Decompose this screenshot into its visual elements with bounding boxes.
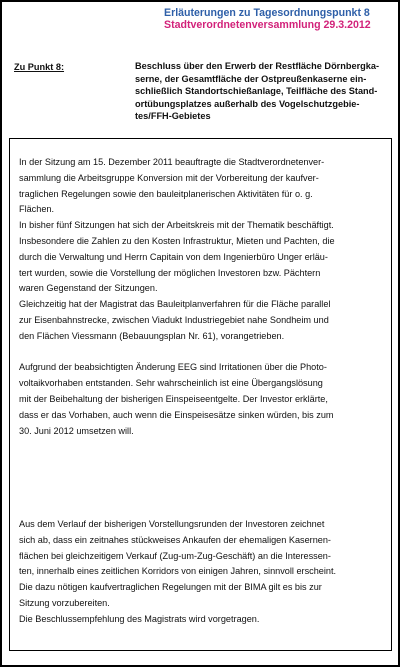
agenda-title-line: tes/FFH-Gebietes <box>135 111 211 122</box>
text-line: In der Sitzung am 15. Dezember 2011 beauftragte die Stadtverordnetenver- <box>19 157 325 167</box>
text-line: ten, innerhalb eines zeitlichen Korridors von einigen Jahren, sinnvoll erscheint. <box>19 566 337 577</box>
text-line: flächen bei gleichzeitigem Verkauf (Zug-um-Zug-Geschäft) an die Interessen- <box>19 550 331 561</box>
text-line: durch die Verwaltung und Herrn Capitain von dem Ingenierbüro Unger erläu- <box>19 251 328 262</box>
text-line: Die dazu nötigen kaufvertraglichen Regelungen mit der BIMA gilt es bis zur <box>19 582 322 593</box>
document-heading <box>164 7 394 31</box>
explanation-text-box <box>9 138 392 651</box>
text-line: dass er das Vorhaben, auch wenn die Einspeisesätze sinken würden, bis zum <box>19 409 334 420</box>
text-line: zur Eisenbahnstrecke, zwischen Viadukt Industriegebiet nahe Sondheim und <box>19 314 329 325</box>
text-line: Aufgrund der beabsichtigten Änderung EEG sind Irritationen über die Photo- <box>19 362 327 373</box>
text-line: In bisher fünf Sitzungen hat sich der Arbeitskreis mit der Thematik beschäftigt. <box>19 220 334 231</box>
agenda-title-line: ortübungsplatzes außerhalb des Vogelschutzgebie- <box>135 98 360 109</box>
text-line: sich ab, dass ein zeitnahes stückweises Ankaufen der ehemaligen Kasernen- <box>19 534 331 545</box>
paragraph-block-sessions <box>19 155 391 439</box>
agenda-item-title <box>135 60 397 123</box>
text-line: Die Beschlussempfehlung des Magistrats wird vorgetragen. <box>19 613 260 624</box>
text-line: waren Gegenstand der Sitzungen. <box>19 283 158 294</box>
text-line: tert wurden, sowie die Vorstellung der möglichen Investoren bzw. Pächtern <box>19 267 321 278</box>
heading-meeting-date: Stadtverordnetenversammlung 29.3.2012 <box>164 19 371 31</box>
text-line: sammlung die Arbeitsgruppe Konversion mit der Vorbereitung der kaufver- <box>19 172 319 183</box>
text-line: voltaikvorhaben entstanden. Sehr wahrscheinlich ist eine Übergangslösung <box>19 378 323 389</box>
text-line: Flächen. <box>19 204 54 215</box>
text-line: Aus dem Verlauf der bisherigen Vorstellungsrunden der Investoren zeichnet <box>19 519 325 529</box>
text-line: traglichen Regelungen sowie den bauleitplanerischen Aktivitäten für o. g. <box>19 188 313 199</box>
text-line: Insbesondere die Zahlen zu den Kosten Infrastruktur, Mieten und Pachten, die <box>19 235 335 246</box>
agenda-title-line: serne, der Gesamtfläche der Ostpreußenkaserne ein- <box>135 73 367 84</box>
agenda-title-line: Beschluss über den Erwerb der Restfläche Dörnbergka- <box>135 61 380 71</box>
text-line: Sitzung vorzubereiten. <box>19 597 110 608</box>
agenda-title-line: schließlich Standortschießanlage, Teilfläche des Stand- <box>135 86 378 97</box>
text-line: mit der Beibehaltung der bisherigen Einspeiseentgelte. Der Investor erklärte, <box>19 393 328 404</box>
heading-agenda-explanation: Erläuterungen zu Tagesordnungspunkt 8 <box>164 7 370 19</box>
text-line: Gleichzeitig hat der Magistrat das Bauleitplanverfahren für die Fläche parallel <box>19 299 331 310</box>
text-line: 30. Juni 2012 umsetzen will. <box>19 425 134 436</box>
text-line: den Flächen Viessmann (Bebauungsplan Nr. 61), vorangetrieben. <box>19 330 285 341</box>
agenda-item-label: Zu Punkt 8: <box>14 62 65 72</box>
text-line-spacer <box>19 345 391 361</box>
paragraph-block-investors <box>19 517 391 628</box>
